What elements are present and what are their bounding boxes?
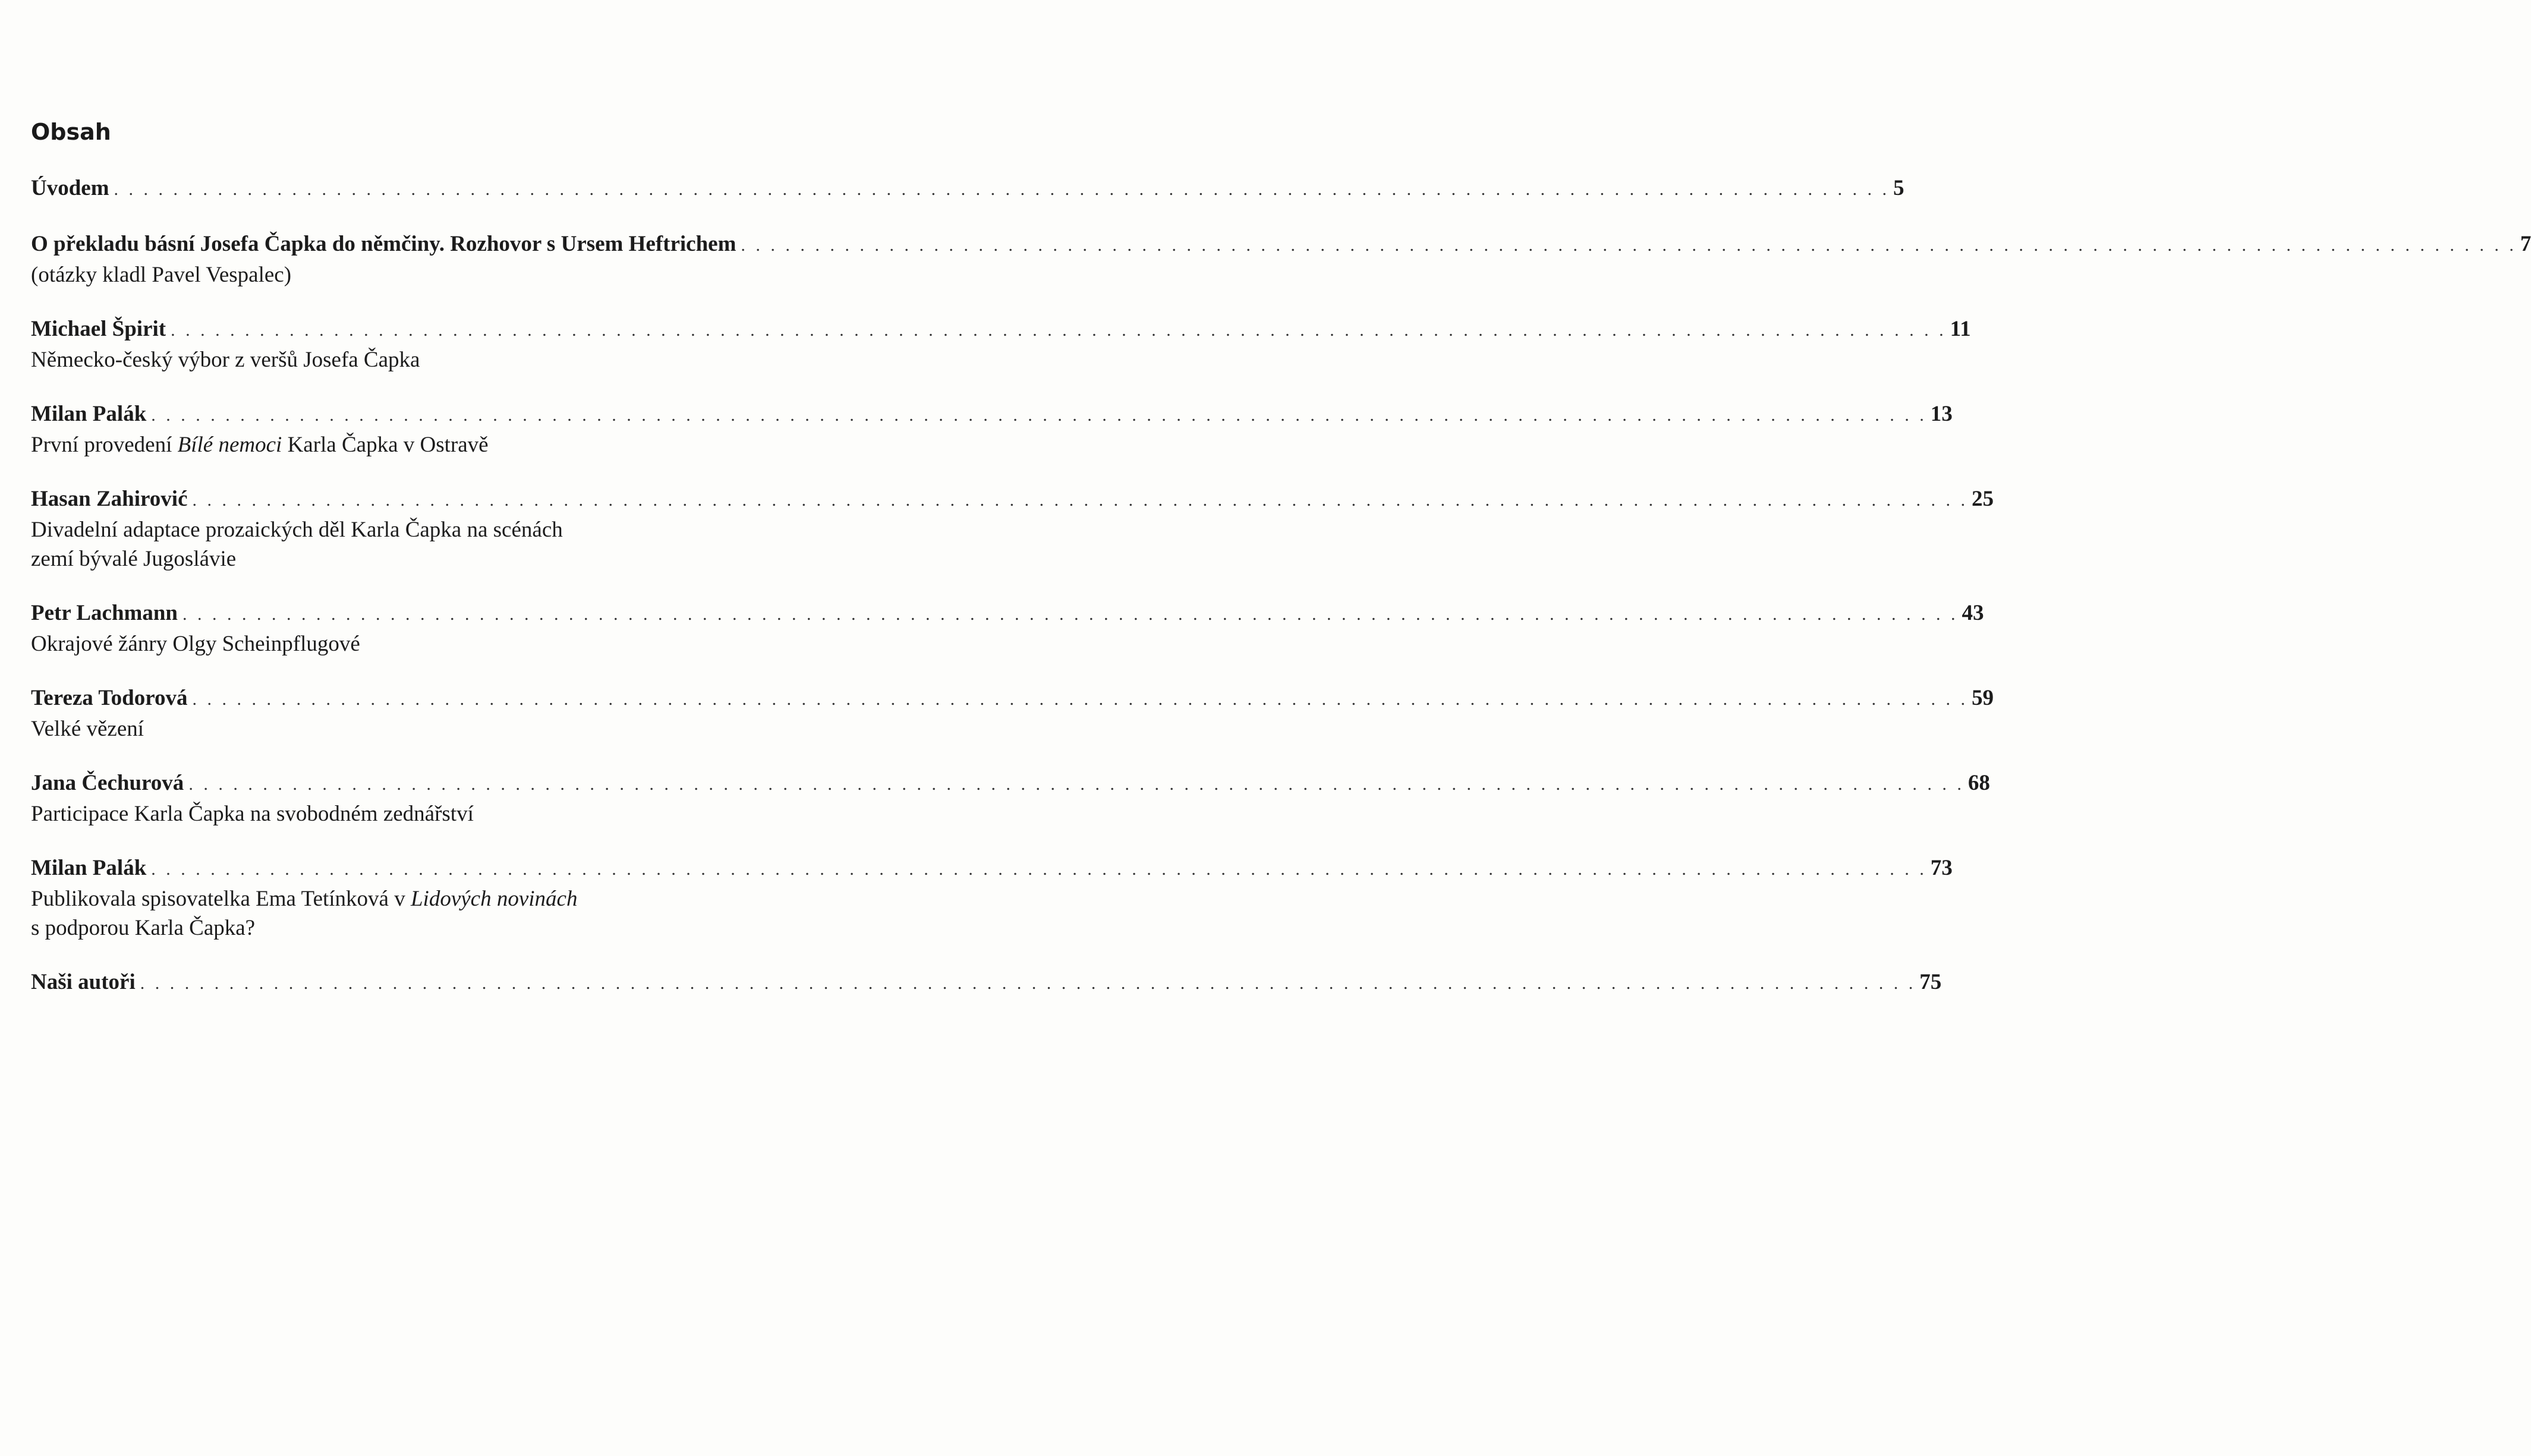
subtitle-segment: s podporou Karla Čapka?: [31, 916, 256, 940]
toc-entry: [31, 768, 1990, 828]
dot-leader: . . . . . . . . . . . . . . . . . . . . . . . . . . . . . . . . . . . . . . . . . . . . . . . . . . . . . . . . . . . . . . . . . . . . . . . . . . . . . . . . . . . . . . . . . . . . . . . . . . . . . . . . . . . . . . . . . . . . . . . .: [140, 973, 1916, 993]
toc-entry: [31, 484, 1994, 573]
subtitle-segment: Velké vězení: [31, 717, 144, 741]
toc-entry-page-number: 7: [2520, 232, 2531, 256]
dot-leader: . . . . . . . . . . . . . . . . . . . . . . . . . . . . . . . . . . . . . . . . . . . . . . . . . . . . . . . . . . . . . . . . . . . . . . . . . . . . . . . . . . . . . . . . . . . . . . . . . . . . . . . . . . . . . . . . . . . . . . . .: [171, 320, 1947, 340]
subtitle-segment: První provedení: [31, 433, 178, 457]
toc-entry: [31, 229, 2531, 289]
subtitle-italic-segment: Bílé nemoci: [177, 433, 282, 457]
toc-entry-title: Tereza Todorová: [31, 686, 188, 710]
subtitle-segment: Karla Čapka v Ostravě: [282, 433, 489, 457]
toc-entry: [31, 314, 1971, 374]
toc-entry-title: Hasan Zahirović: [31, 487, 188, 511]
toc-entry-head: [31, 399, 1953, 430]
toc-entry-title: Petr Lachmann: [31, 601, 178, 625]
dot-leader: . . . . . . . . . . . . . . . . . . . . . . . . . . . . . . . . . . . . . . . . . . . . . . . . . . . . . . . . . . . . . . . . . . . . . . . . . . . . . . . . . . . . . . . . . . . . . . . . . . . . . . . . . . . . . . . . . . . . . . . .: [192, 689, 1968, 709]
toc-entry-subtitle: [31, 799, 655, 828]
dot-leader: . . . . . . . . . . . . . . . . . . . . . . . . . . . . . . . . . . . . . . . . . . . . . . . . . . . . . . . . . . . . . . . . . . . . . . . . . . . . . . . . . . . . . . . . . . . . . . . . . . . . . . . . . . . . . . . . . . . . . . . .: [151, 859, 1927, 879]
toc-entry-title: Naši autoři: [31, 970, 136, 994]
toc-entry-head: [31, 314, 1971, 345]
toc-entry-subtitle: [31, 430, 655, 459]
subtitle-segment: (otázky kladl Pavel Vespalec): [31, 263, 292, 287]
subtitle-segment: Německo-český výbor z veršů Josefa Čapka: [31, 348, 420, 372]
toc-entry: [31, 174, 1904, 204]
toc-entry: [31, 598, 1984, 658]
dot-leader: . . . . . . . . . . . . . . . . . . . . . . . . . . . . . . . . . . . . . . . . . . . . . . . . . . . . . . . . . . . . . . . . . . . . . . . . . . . . . . . . . . . . . . . . . . . . . . . . . . . . . . . . . . . . . . . . . . . . . . . .: [741, 235, 2517, 255]
toc-entry: [31, 683, 1994, 743]
subtitle-segment: Publikovala spisovatelka Ema Tetínková v: [31, 887, 411, 911]
subtitle-segment: Divadelní adaptace prozaických děl Karla Čapka na scénách: [31, 518, 563, 542]
toc-entry-page-number: 68: [1967, 771, 1990, 795]
toc-entry-subtitle: [31, 515, 655, 544]
toc-entry-subtitle: [31, 714, 655, 743]
toc-entry-head: [31, 768, 1990, 799]
toc-entry: [31, 967, 1942, 998]
dot-leader: . . . . . . . . . . . . . . . . . . . . . . . . . . . . . . . . . . . . . . . . . . . . . . . . . . . . . . . . . . . . . . . . . . . . . . . . . . . . . . . . . . . . . . . . . . . . . . . . . . . . . . . . . . . . . . . . . . . . . . . .: [188, 774, 1965, 794]
toc-entry-subtitle: [31, 260, 655, 289]
toc-entry-head: [31, 967, 1942, 998]
subtitle-segment: zemí bývalé Jugoslávie: [31, 547, 237, 571]
toc-entry-page-number: 75: [1919, 970, 1942, 994]
toc-heading: Obsah: [31, 119, 111, 145]
toc-entry-head: [31, 683, 1994, 714]
toc-entry-page-number: 59: [1972, 686, 1994, 710]
toc-entry-title: Úvodem: [31, 176, 109, 200]
toc-entry-title: Milan Palák: [31, 856, 147, 880]
toc-entry-subtitle: [31, 884, 655, 913]
subtitle-segment: Participace Karla Čapka na svobodném zednářství: [31, 802, 474, 826]
dot-leader: . . . . . . . . . . . . . . . . . . . . . . . . . . . . . . . . . . . . . . . . . . . . . . . . . . . . . . . . . . . . . . . . . . . . . . . . . . . . . . . . . . . . . . . . . . . . . . . . . . . . . . . . . . . . . . . . . . . . . . . .: [151, 405, 1927, 425]
toc-entry: [31, 853, 1953, 943]
toc-entry-head: [31, 174, 1904, 204]
toc-entry-head: [31, 229, 2531, 260]
toc-entry: [31, 399, 1953, 459]
toc-list: [31, 174, 2531, 1023]
subtitle-italic-segment: Lidových novinách: [410, 887, 578, 911]
toc-entry-title: Milan Palák: [31, 402, 147, 426]
toc-entry-title: O překladu básní Josefa Čapka do němčiny. Rozhovor s Ursem Heftrichem: [31, 232, 736, 256]
toc-entry-page-number: 13: [1930, 402, 1953, 426]
toc-entry-head: [31, 484, 1994, 515]
toc-entry-page-number: 25: [1972, 487, 1994, 511]
toc-entry-page-number: 5: [1893, 176, 1904, 200]
dot-leader: . . . . . . . . . . . . . . . . . . . . . . . . . . . . . . . . . . . . . . . . . . . . . . . . . . . . . . . . . . . . . . . . . . . . . . . . . . . . . . . . . . . . . . . . . . . . . . . . . . . . . . . . . . . . . . . . . . . . . . . .: [192, 490, 1968, 510]
toc-entry-title: Jana Čechurová: [31, 771, 184, 795]
dot-leader: . . . . . . . . . . . . . . . . . . . . . . . . . . . . . . . . . . . . . . . . . . . . . . . . . . . . . . . . . . . . . . . . . . . . . . . . . . . . . . . . . . . . . . . . . . . . . . . . . . . . . . . . . . . . . . . . . . . . . . . .: [114, 179, 1890, 199]
toc-entry-subtitle: [31, 345, 655, 374]
toc-entry-page-number: 73: [1930, 856, 1953, 880]
toc-entry-head: [31, 853, 1953, 884]
toc-entry-page-number: 11: [1950, 317, 1971, 341]
toc-entry-subtitle: [31, 629, 655, 658]
toc-entry-head: [31, 598, 1984, 629]
subtitle-segment: Okrajové žánry Olgy Scheinpflugové: [31, 632, 360, 656]
toc-entry-subtitle: [31, 913, 655, 943]
toc-entry-subtitle: [31, 544, 655, 573]
toc-entry-title: Michael Špirit: [31, 317, 166, 341]
toc-entry-page-number: 43: [1962, 601, 1984, 625]
dot-leader: . . . . . . . . . . . . . . . . . . . . . . . . . . . . . . . . . . . . . . . . . . . . . . . . . . . . . . . . . . . . . . . . . . . . . . . . . . . . . . . . . . . . . . . . . . . . . . . . . . . . . . . . . . . . . . . . . . . . . . . .: [182, 604, 1959, 624]
